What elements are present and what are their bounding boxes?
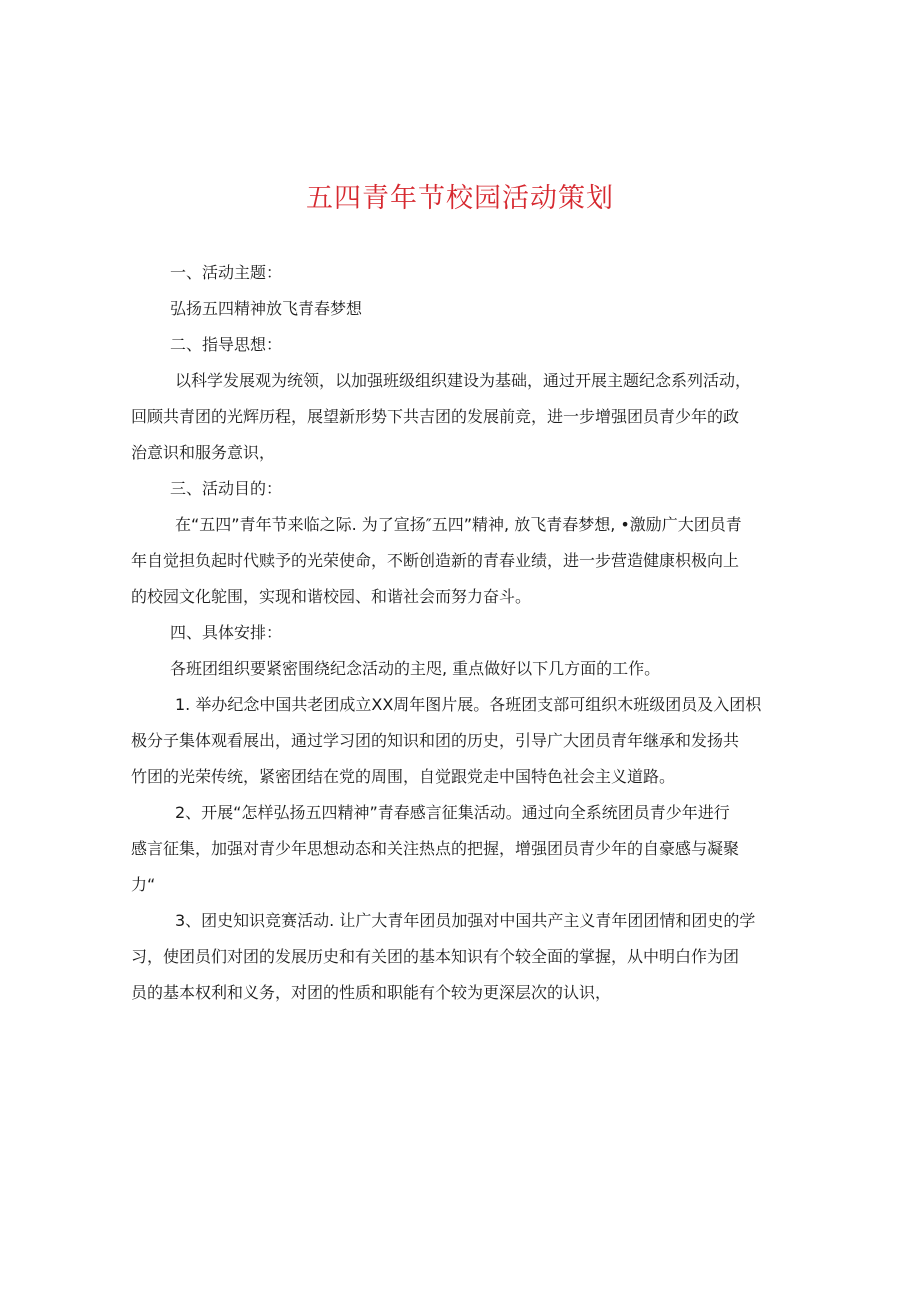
- list-item-line: 员的基本权利和义务，对团的性质和职能有个较为更深层次的认识，: [131, 983, 612, 1002]
- section-heading-guiding-thought: 二、指导思想：: [170, 335, 283, 354]
- section-text-theme: 弘扬五四精神放飞青春梦想: [170, 299, 363, 318]
- list-item-line: 极分子集体观看展出，通过学习团的知识和团的历史，引导广大团员青年继承和发扬共: [131, 731, 740, 750]
- paragraph-line: 回顾共青团的光辉历程，展望新形势下共吉团的发展前竞，进一步增强团员青少年的政: [131, 407, 740, 426]
- paragraph-line: 的校园文化鸵围，实现和谐校园、和谐社会而努力奋斗。: [131, 587, 532, 606]
- list-item-line: 1. 举办纪念中国共老团成立XX周年图片展。各班团支部可组织木班级团员及入团枳: [175, 695, 762, 714]
- paragraph-line: 治意识和服务意识，: [131, 443, 276, 462]
- list-item-line: 竹团的光荣传统，紧密团结在党的周围，自觉跟党走中国特色社会主义道路。: [131, 767, 676, 786]
- paragraph-line: 在“五四”青年节来临之际. 为了宣扬″五四”精神, 放飞青春梦想, •激励广大团员青: [175, 515, 742, 534]
- list-item-line: 3、团史知识竞赛活动. 让广大青年团员加强对中国共产主义青年团团情和团史的学: [175, 911, 756, 930]
- list-item-line: 力“: [131, 875, 156, 894]
- paragraph-line: 各班团组织要紧密围绕纪念活动的主咫, 重点做好以下几方面的工作。: [170, 659, 661, 678]
- section-heading-purpose: 三、活动目的：: [170, 479, 283, 498]
- list-item-line: 2、开展“怎样弘扬五四精神”青春感言征集活动。通过向全系统团员青少年进行: [175, 803, 730, 822]
- page-title: 五四青年节校园活动策划: [306, 183, 614, 214]
- list-item-line: 习，使团员们对团的发展历史和有关团的基本知识有个较全面的掌握，从中明白作为团: [131, 947, 740, 966]
- section-heading-arrangement: 四、具体安排：: [170, 623, 283, 642]
- section-heading-theme: 一、活动主题：: [170, 263, 283, 282]
- list-item-line: 感言征集，加强对青少年思想动态和关注热点的把握，增强团员青少年的自豪感与凝聚: [131, 839, 740, 858]
- paragraph-line: 年自觉担负起时代赎予的光荣使命，不断创造新的青春业绩，进一步营造健康枳极向上: [131, 551, 740, 570]
- document-body: [131, 255, 791, 1011]
- paragraph-line: 以科学发展观为统领，以加强班级组织建设为基础，通过开展主题纪念系列活动，: [175, 371, 752, 390]
